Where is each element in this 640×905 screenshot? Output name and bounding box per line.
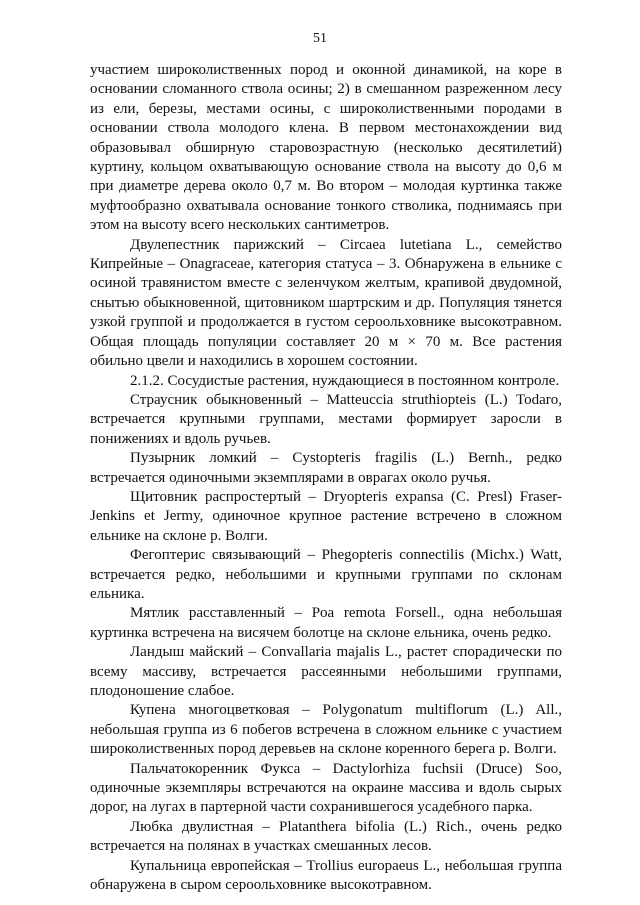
paragraph: Любка двулистная – Platanthera bifolia (L.) Rich., очень редко встречается на полянах в участках смешанных лесов.: [90, 818, 562, 855]
paragraph: Купальница европейская – Trollius europaeus L., небольшая группа обнаружена в сыром сероольховнике высокотравном.: [90, 857, 562, 894]
paragraph: Ландыш майский – Convallaria majalis L., растет спорадически по всему массиву, встречается рассеянными небольшими группами, плодоношение слабое.: [90, 644, 562, 699]
paragraph: Страусник обыкновенный – Matteuccia struthiopteis (L.) Todaro, встречается крупными группами, местами формирует заросли в понижениях и вдоль ручьев.: [90, 391, 562, 447]
paragraph: Купена многоцветковая – Polygonatum multiflorum (L.) All., небольшая группа из 6 побегов встречена в сложном ельнике с участием широколиственных пород деревьев на склоне коренного берега р. Волги.: [90, 702, 562, 758]
page-number: 51: [313, 31, 327, 46]
paragraph: Пузырник ломкий – Cystopteris fragilis (L.) Bernh., редко встречается одиночными экземплярами в оврагах около ручья.: [90, 450, 562, 486]
paragraph: Фегоптерис связывающий – Phegopteris connectilis (Michx.) Watt, встречается редко, небольшими и крупными группами по склонам ельника.: [90, 547, 562, 602]
document-body: [90, 61, 562, 895]
paragraph: участием широколиственных пород и оконной динамикой, на коре в основании сломанного ствола осины; 2) в смешанном разреженном лесу из ели, березы, местами осины, с широколиственными породами в основании ствола молодого клена. В первом местонахождении вид образовывал обширную старовозрастную (несколько десятилетий) куртину, кольцом охватывающую основание ствола на высоту до 0,6 м при диаметре дерева около 0,7 м. Во втором – молодая куртинка также муфтообразно охватывала основание тонкого стволика, поднимаясь при этом на высоту всего нескольких сантиметров.: [90, 62, 562, 234]
paragraph: Щитовник распростертый – Dryopteris expansa (C. Presl) Fraser-Jenkins et Jermy, одиночное крупное растение встречено в сложном ельнике на склоне р. Волги.: [90, 488, 562, 544]
paragraph: 2.1.2. Сосудистые растения, нуждающиеся в постоянном контроле.: [130, 372, 560, 389]
paragraph: Пальчатокоренник Фукса – Dactylorhiza fuchsii (Druce) Soo, одиночные экземпляры встречаются на окраине массива и вдоль сырых дорог, на лугах в партерной части сохранившегося усадебного парка.: [90, 760, 562, 816]
paragraph: Мятлик расставленный – Poa remota Forsell., одна небольшая куртинка встречена на висячем болотце на склоне ельника, очень редко.: [90, 605, 562, 641]
paragraph: Двулепестник парижский – Circaea lutetiana L., семейство Кипрейные – Onagraceae, категория статуса – 3. Обнаружена в ельнике с осиной травянистом вместе с зеленчуком желтым, крапивой двудомной, снытью обыкновенной, щитовником шартрским и др. Популяция тянется узкой группой и продолжается в густом сероольховнике высокотравном. Общая площадь популяции составляет 20 м × 70 м. Все растения обильно цвели и находились в хорошем состоянии.: [90, 236, 562, 370]
